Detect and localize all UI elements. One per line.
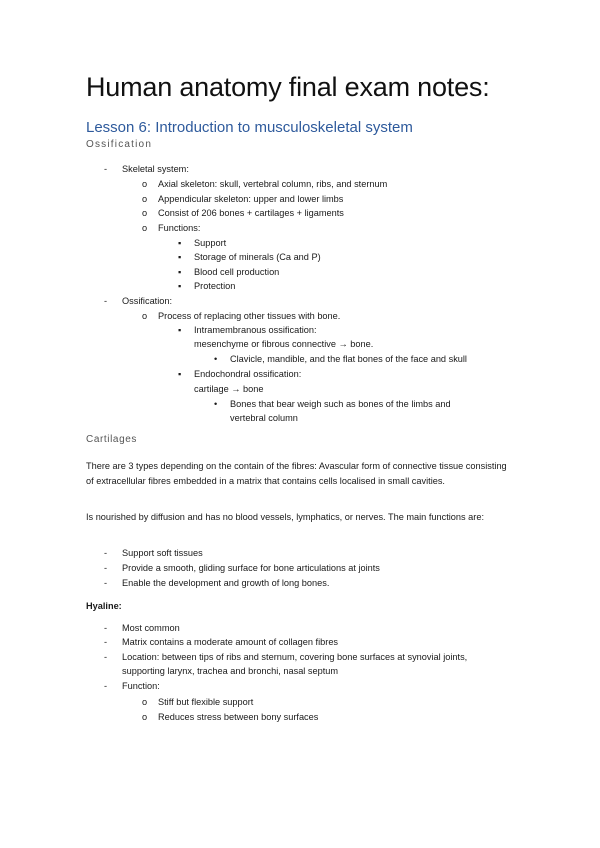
list-item: Location: between tips of ribs and sternum, covering bone surfaces at synovial joints,: [122, 652, 468, 662]
bullet-circle: o: [142, 697, 148, 707]
bullet-circle: o: [142, 179, 148, 189]
list-item: Reduces stress between bony surfaces: [158, 712, 319, 722]
bullet-dot: •: [214, 399, 218, 409]
list-item: Clavicle, mandible, and the flat bones of the face and skull: [230, 354, 467, 364]
bullet-circle: o: [142, 208, 148, 218]
list-item: Blood cell production: [194, 267, 280, 277]
list-item: Provide a smooth, gliding surface for bone articulations at joints: [122, 563, 380, 573]
hyaline-label: Hyaline:: [86, 601, 122, 611]
bullet-dash: -: [104, 548, 108, 558]
bullet-dash: -: [104, 563, 108, 573]
list-item: Endochondral ossification:: [194, 369, 302, 379]
skeletal-label: Skeletal system:: [122, 164, 189, 174]
paragraph: There are 3 types depending on the contain of the fibres: Avascular form of connective tissue consisting of extracellular fibres embedded in a matrix that contains cells localised in small cavities.: [86, 461, 507, 486]
list-item: Bones that bear weigh such as bones of the limbs and: [230, 399, 451, 409]
bullet-dash: -: [104, 623, 108, 633]
list-item: Stiff but flexible support: [158, 697, 254, 707]
list-item: Axial skeleton: skull, vertebral column, ribs, and sternum: [158, 179, 388, 189]
bullet-square: ▪: [178, 325, 182, 335]
list-item: Protection: [194, 281, 236, 291]
list-item: Function:: [122, 681, 160, 691]
list-item: Support soft tissues: [122, 548, 203, 558]
bullet-circle: o: [142, 712, 148, 722]
cartilages-heading: Cartilages: [86, 434, 138, 445]
list-item-continued: vertebral column: [230, 413, 298, 423]
list-item-detail: cartilage → bone: [194, 384, 264, 394]
bullet-dash: -: [104, 637, 108, 647]
lesson-heading: Lesson 6: Introduction to musculoskeletal system: [86, 119, 413, 136]
bullet-square: ▪: [178, 267, 182, 277]
list-item: Storage of minerals (Ca and P): [194, 252, 321, 262]
bullet-square: ▪: [178, 369, 182, 379]
list-item: Functions:: [158, 223, 201, 233]
bullet-dot: •: [214, 354, 218, 364]
bullet-dash: -: [104, 164, 108, 174]
bullet-circle: o: [142, 194, 148, 204]
ossification-heading: Ossification: [86, 139, 153, 150]
bullet-dash: -: [104, 296, 108, 306]
bullet-circle: o: [142, 223, 148, 233]
bullet-square: ▪: [178, 281, 182, 291]
list-item: Intramembranous ossification:: [194, 325, 317, 335]
list-item: Matrix contains a moderate amount of collagen fibres: [122, 637, 339, 647]
bullet-square: ▪: [178, 252, 182, 262]
paragraph: Is nourished by diffusion and has no blood vessels, lymphatics, or nerves. The main functions are:: [86, 512, 485, 522]
list-item: Appendicular skeleton: upper and lower limbs: [158, 194, 344, 204]
list-item-detail: mesenchyme or fibrous connective → bone.: [194, 339, 374, 349]
list-item: Process of replacing other tissues with bone.: [158, 311, 341, 321]
page-title: Human anatomy final exam notes:: [86, 72, 490, 102]
bullet-dash: -: [104, 652, 108, 662]
ossification-label: Ossification:: [122, 296, 173, 306]
bullet-square: ▪: [178, 238, 182, 248]
list-item: Most common: [122, 623, 180, 633]
list-item: Support: [194, 238, 227, 248]
bullet-circle: o: [142, 311, 148, 321]
list-item: Consist of 206 bones + cartilages + ligaments: [158, 208, 344, 218]
list-item: Enable the development and growth of long bones.: [122, 578, 330, 588]
bullet-dash: -: [104, 578, 108, 588]
list-item-continued: supporting larynx, trachea and bronchi, nasal septum: [122, 666, 339, 676]
bullet-dash: -: [104, 681, 108, 691]
